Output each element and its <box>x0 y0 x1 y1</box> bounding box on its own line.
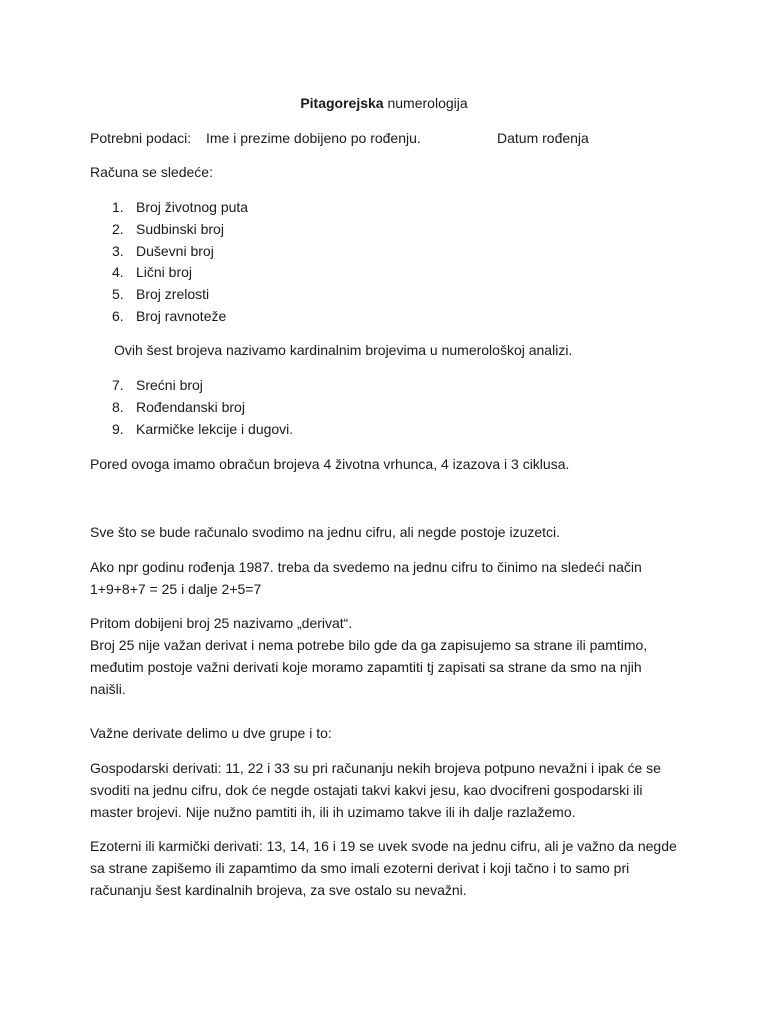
derivat-paragraph <box>90 612 680 700</box>
single-digit-paragraph: Sve što se bude računalo svodimo na jednu cifru, ali negde postoje izuzetci. <box>90 524 561 540</box>
list-item <box>112 420 293 438</box>
example-line-1: Ako npr godinu rođenja 1987. treba da svedemo na jednu cifru to činimo na sledeći način <box>90 559 642 575</box>
list-item <box>112 198 248 216</box>
example-paragraph <box>90 556 680 600</box>
title-bold: Pitagorejska <box>300 95 384 111</box>
master-line-2: svoditi na jednu cifru, dok će negde ostajati takvi kakvi jesu, kao dvocifreni gospodarski ili <box>90 782 643 798</box>
list-number: 6. <box>112 308 124 324</box>
required-name-text: Ime i prezime dobijeno po rođenju. <box>206 130 421 146</box>
derivat-line-2: Broj 25 nije važan derivat i nema potrebe bilo gde da ga zapisujemo sa strane ili pamtimo, <box>90 637 648 653</box>
list-text: Lični broj <box>136 264 193 280</box>
required-item-date <box>497 129 589 147</box>
cardinal-note: Ovih šest brojeva nazivamo kardinalnim brojevima u numerološkoj analizi. <box>114 342 573 358</box>
list-item <box>112 242 214 260</box>
karmic-paragraph <box>90 835 680 901</box>
list-text: Broj životnog puta <box>136 199 249 215</box>
master-paragraph <box>90 757 680 823</box>
list-item <box>112 285 209 303</box>
page-title <box>0 94 768 112</box>
list-number: 9. <box>112 421 124 437</box>
list-item <box>112 307 226 325</box>
list-item <box>112 398 245 416</box>
list-item <box>112 263 192 281</box>
groups-intro: Važne derivate delimo u dve grupe i to: <box>90 725 332 741</box>
title-rest: numerologija <box>383 95 468 111</box>
list-number: 3. <box>112 243 124 259</box>
required-data-line <box>90 129 191 147</box>
list-number: 2. <box>112 221 124 237</box>
required-label: Potrebni podaci: <box>90 130 192 146</box>
master-line-3: master brojevi. Nije nužno pamtiti ih, ili ih uzimamo takve ili ih dalje razlažemo. <box>90 804 576 820</box>
list-number: 5. <box>112 286 124 302</box>
list-text: Broj ravnoteže <box>136 308 227 324</box>
list-text: Srećni broj <box>136 377 203 393</box>
derivat-line-3: međutim postoje važni derivati koje moramo zapamtiti tj zapisati sa strane da smo na njih <box>90 659 642 675</box>
required-date-text: Datum rođenja <box>497 130 589 146</box>
list-text: Rođendanski broj <box>136 399 245 415</box>
list-number: 8. <box>112 399 124 415</box>
list-number: 4. <box>112 264 124 280</box>
list-number: 7. <box>112 377 124 393</box>
master-line-1: Gospodarski derivati: 11, 22 i 33 su pri računanju nekih brojeva potpuno nevažni i ipak će se <box>90 760 661 776</box>
derivat-line-1: Pritom dobijeni broj 25 nazivamo „derivat“. <box>90 615 353 631</box>
derivat-line-4: naišli. <box>90 681 126 697</box>
list-text: Broj zrelosti <box>136 286 210 302</box>
karmic-line-2: sa strane zapišemo ili zapamtimo da smo imali ezoterni derivat i koji tačno i to samo pri <box>90 860 630 876</box>
extra-calc-paragraph: Pored ovoga imamo obračun brojeva 4 životna vrhunca, 4 izazova i 3 ciklusa. <box>90 456 570 472</box>
list-item <box>112 220 224 238</box>
karmic-line-1: Ezoterni ili karmički derivati: 13, 14, 16 i 19 se uvek svode na jednu cifru, ali je važno da negde <box>90 838 677 854</box>
example-line-2: 1+9+8+7 = 25 i dalje 2+5=7 <box>90 581 262 597</box>
list-number: 1. <box>112 199 124 215</box>
karmic-line-3: računanju šest kardinalnih brojeva, za sve ostalo su nevažni. <box>90 882 467 898</box>
list-text: Sudbinski broj <box>136 221 224 237</box>
list-item <box>112 376 203 394</box>
required-item-name <box>206 129 421 147</box>
calc-intro: Računa se sledeće: <box>90 164 213 180</box>
list-text: Duševni broj <box>136 243 214 259</box>
list-text: Karmičke lekcije i dugovi. <box>136 421 294 437</box>
